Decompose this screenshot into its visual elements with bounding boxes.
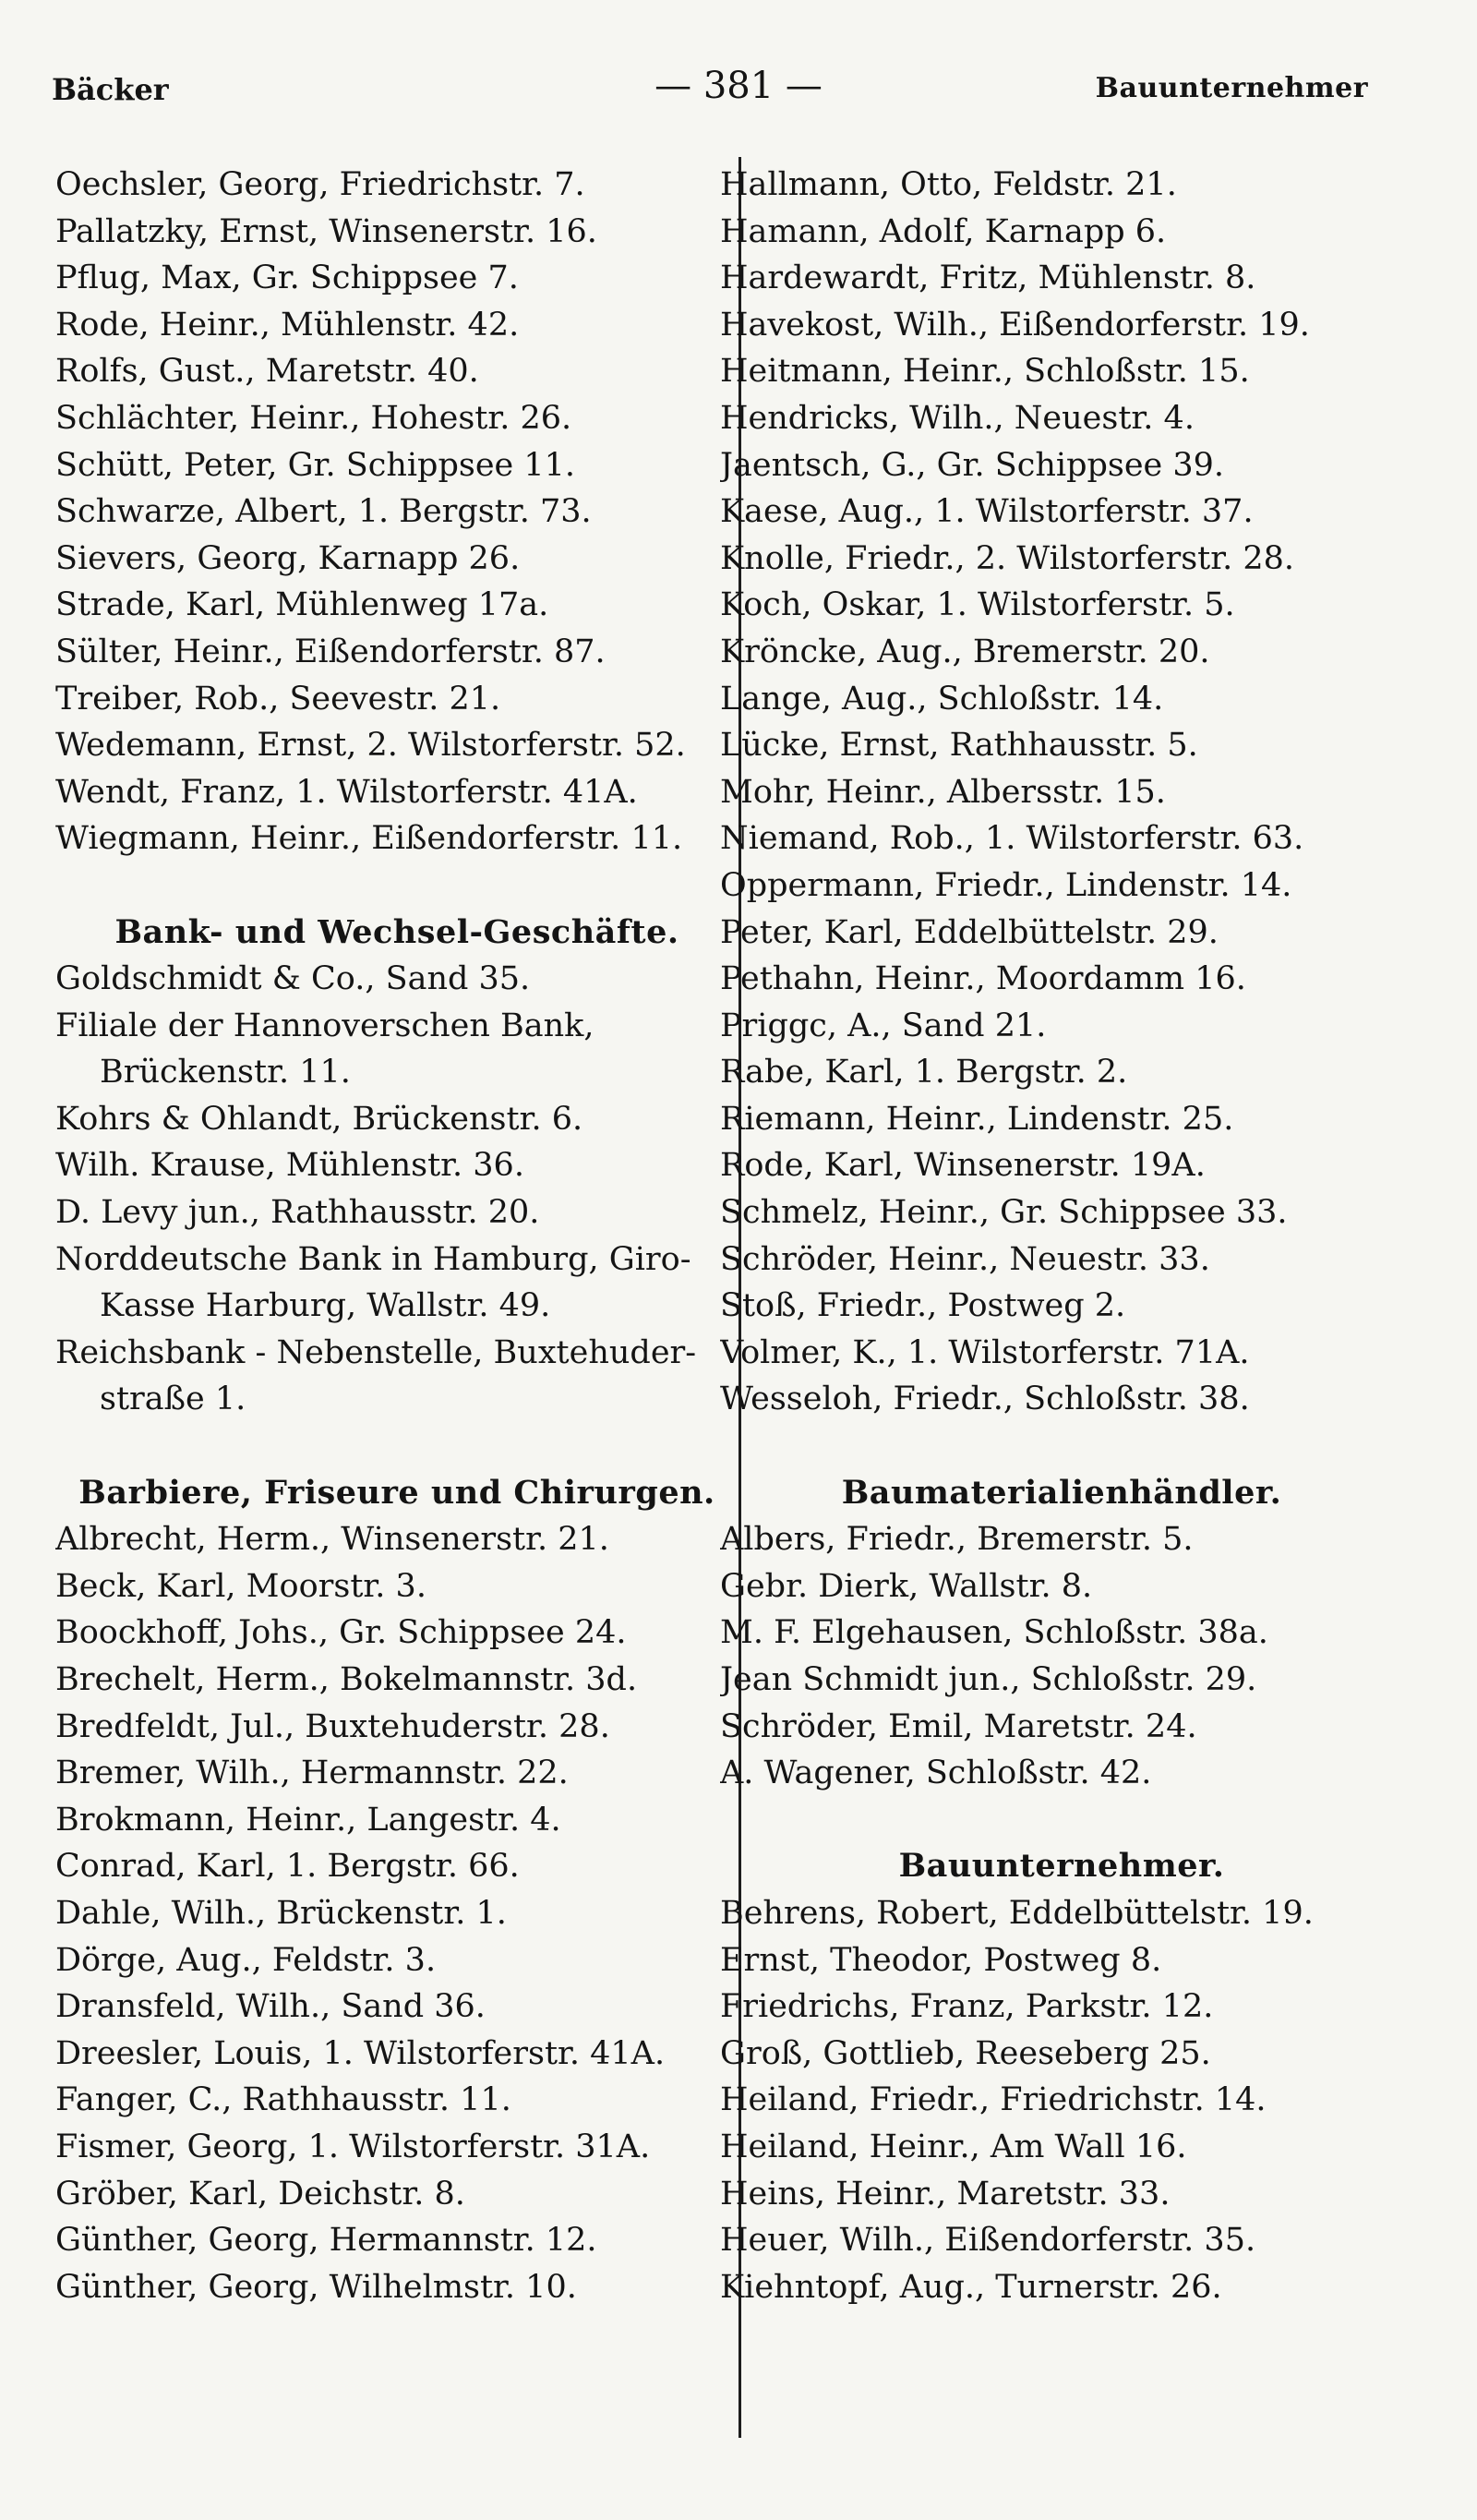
- directory-entry: Fismer, Georg, 1. Wilstorferstr. 31A.: [55, 2128, 651, 2165]
- directory-entry: Pethahn, Heinr., Moordamm 16.: [720, 960, 1246, 998]
- directory-entry: Schröder, Emil, Maretstr. 24.: [720, 1707, 1197, 1745]
- directory-entry: Günther, Georg, Hermannstr. 12.: [55, 2222, 597, 2260]
- directory-entry: Rode, Heinr., Mühlenstr. 42.: [55, 306, 520, 344]
- directory-entry: Rolfs, Gust., Maretstr. 40.: [55, 353, 479, 391]
- directory-entry: Sievers, Georg, Karnapp 26.: [55, 539, 521, 577]
- page-number: — 381 —: [654, 65, 823, 107]
- directory-entry: Treiber, Rob., Seevestr. 21.: [55, 680, 501, 717]
- directory-entry: Ernst, Theodor, Postweg 8.: [720, 1941, 1162, 1979]
- directory-entry: Goldschmidt & Co., Sand 35.: [55, 960, 531, 998]
- directory-entry: Wedemann, Ernst, 2. Wilstorferstr. 52.: [55, 727, 686, 765]
- directory-entry: Heiland, Heinr., Am Wall 16.: [720, 2128, 1187, 2165]
- directory-entry: Gebr. Dierk, Wallstr. 8.: [720, 1567, 1093, 1605]
- directory-entry: Koch, Oskar, 1. Wilstorferstr. 5.: [720, 586, 1235, 624]
- directory-entry: Hardewardt, Fritz, Mühlenstr. 8.: [720, 259, 1256, 297]
- directory-entry: Fanger, C., Rathhausstr. 11.: [55, 2081, 511, 2119]
- directory-entry: Wilh. Krause, Mühlenstr. 36.: [55, 1147, 524, 1185]
- directory-entry: Albrecht, Herm., Winsenerstr. 21.: [55, 1521, 609, 1559]
- directory-entry: Schlächter, Heinr., Hohestr. 26.: [55, 399, 572, 437]
- directory-entry: Heins, Heinr., Maretstr. 33.: [720, 2175, 1171, 2213]
- directory-entry: Dreesler, Louis, 1. Wilstorferstr. 41A.: [55, 2034, 666, 2072]
- directory-entry: Wiegmann, Heinr., Eißendorferstr. 11.: [55, 820, 683, 858]
- directory-entry: Hamann, Adolf, Karnapp 6.: [720, 212, 1167, 250]
- directory-entry: Wesseloh, Friedr., Schloßstr. 38.: [720, 1381, 1250, 1418]
- directory-entry: Brokmann, Heinr., Langestr. 4.: [55, 1801, 561, 1839]
- directory-entry: Heuer, Wilh., Eißendorferstr. 35.: [720, 2222, 1256, 2260]
- directory-entry: Havekost, Wilh., Eißendorferstr. 19.: [720, 306, 1310, 344]
- directory-entry: Jaentsch, G., Gr. Schippsee 39.: [720, 446, 1225, 484]
- directory-entry: Schwarze, Albert, 1. Bergstr. 73.: [55, 493, 592, 531]
- directory-entry: Schütt, Peter, Gr. Schippsee 11.: [55, 446, 576, 484]
- directory-entry: Knolle, Friedr., 2. Wilstorferstr. 28.: [720, 539, 1295, 577]
- directory-entry: Dahle, Wilh., Brückenstr. 1.: [55, 1894, 507, 1932]
- directory-entry: Conrad, Karl, 1. Bergstr. 66.: [55, 1848, 520, 1886]
- directory-entry: Reichsbank - Nebenstelle, Buxtehuder-: [55, 1333, 697, 1371]
- directory-entry: Albers, Friedr., Bremerstr. 5.: [720, 1521, 1194, 1559]
- directory-entry: Brechelt, Herm., Bokelmannstr. 3d.: [55, 1661, 638, 1698]
- directory-entry: Mohr, Heinr., Albersstr. 15.: [720, 773, 1166, 811]
- directory-entry-continuation: Brückenstr. 11.: [100, 1054, 351, 1091]
- directory-entry: Günther, Georg, Wilhelmstr. 10.: [55, 2268, 577, 2306]
- directory-entry: Heiland, Friedr., Friedrichstr. 14.: [720, 2081, 1267, 2119]
- directory-entry: Boockhoff, Johs., Gr. Schippsee 24.: [55, 1614, 627, 1652]
- running-head-left: Bäcker: [52, 72, 169, 107]
- directory-entry: Kaese, Aug., 1. Wilstorferstr. 37.: [720, 493, 1254, 531]
- directory-entry-continuation: Kasse Harburg, Wallstr. 49.: [100, 1287, 551, 1325]
- directory-entry: Dransfeld, Wilh., Sand 36.: [55, 1988, 486, 2026]
- directory-entry: Filiale der Hannoverschen Bank,: [55, 1007, 594, 1044]
- directory-entry: Riemann, Heinr., Lindenstr. 25.: [720, 1100, 1234, 1138]
- directory-entry: Kohrs & Ohlandt, Brückenstr. 6.: [55, 1100, 583, 1138]
- directory-entry-continuation: straße 1.: [100, 1381, 246, 1418]
- left-column: [55, 162, 738, 2310]
- directory-entry: Pflug, Max, Gr. Schippsee 7.: [55, 259, 519, 297]
- directory-entry: Friedrichs, Franz, Parkstr. 12.: [720, 1988, 1214, 2026]
- directory-entry: Beck, Karl, Moorstr. 3.: [55, 1567, 426, 1605]
- directory-entry: Stoß, Friedr., Postweg 2.: [720, 1287, 1126, 1325]
- directory-entry: Schröder, Heinr., Neuestr. 33.: [720, 1240, 1210, 1278]
- section-heading: Barbiere, Friseure und Chirurgen.: [78, 1473, 715, 1512]
- directory-entry: Gröber, Karl, Deichstr. 8.: [55, 2175, 465, 2213]
- directory-entry: Rode, Karl, Winsenerstr. 19A.: [720, 1147, 1206, 1185]
- directory-entry: Sülter, Heinr., Eißendorferstr. 87.: [55, 633, 606, 670]
- section-heading: Bauunternehmer.: [898, 1847, 1225, 1886]
- directory-entry: Niemand, Rob., 1. Wilstorferstr. 63.: [720, 820, 1304, 858]
- directory-entry: Jean Schmidt jun., Schloßstr. 29.: [720, 1661, 1257, 1698]
- section-spacer: [55, 1423, 738, 1470]
- directory-entry: Bredfeldt, Jul., Buxtehuderstr. 28.: [55, 1707, 610, 1745]
- directory-entry: D. Levy jun., Rathhausstr. 20.: [55, 1194, 540, 1232]
- directory-entry: Oppermann, Friedr., Lindenstr. 14.: [720, 866, 1292, 904]
- directory-entry: Peter, Karl, Eddelbüttelstr. 29.: [720, 913, 1219, 951]
- directory-entry: A. Wagener, Schloßstr. 42.: [720, 1754, 1152, 1792]
- directory-entry: Pallatzky, Ernst, Winsenerstr. 16.: [55, 212, 597, 250]
- section-heading: Bank- und Wechsel-Geschäfte.: [114, 912, 679, 951]
- directory-entry: Kiehntopf, Aug., Turnerstr. 26.: [720, 2268, 1222, 2306]
- directory-entry: Strade, Karl, Mühlenweg 17a.: [55, 586, 549, 624]
- directory-entry: Behrens, Robert, Eddelbüttelstr. 19.: [720, 1894, 1314, 1932]
- directory-entry: Schmelz, Heinr., Gr. Schippsee 33.: [720, 1194, 1288, 1232]
- directory-entry: Lange, Aug., Schloßstr. 14.: [720, 680, 1164, 717]
- directory-entry: M. F. Elgehausen, Schloßstr. 38a.: [720, 1614, 1268, 1652]
- directory-entry: Hallmann, Otto, Feldstr. 21.: [720, 166, 1177, 203]
- section-spacer: [55, 862, 738, 910]
- directory-entry: Rabe, Karl, 1. Bergstr. 2.: [720, 1054, 1128, 1091]
- directory-entry: Oechsler, Georg, Friedrichstr. 7.: [55, 166, 585, 203]
- directory-entry: Norddeutsche Bank in Hamburg, Giro-: [55, 1240, 691, 1278]
- section-spacer: [720, 1423, 1403, 1470]
- right-column: [720, 162, 1403, 2310]
- section-spacer: [720, 1797, 1403, 1844]
- directory-entry: Wendt, Franz, 1. Wilstorferstr. 41A.: [55, 773, 638, 811]
- directory-entry: Heitmann, Heinr., Schloßstr. 15.: [720, 353, 1250, 391]
- directory-entry: Bremer, Wilh., Hermannstr. 22.: [55, 1754, 569, 1792]
- directory-entry: Dörge, Aug., Feldstr. 3.: [55, 1941, 437, 1979]
- directory-entry: Kröncke, Aug., Bremerstr. 20.: [720, 633, 1210, 670]
- directory-entry: Groß, Gottlieb, Reeseberg 25.: [720, 2034, 1211, 2072]
- running-head-right: Bauunternehmer: [1095, 72, 1368, 104]
- directory-entry: Volmer, K., 1. Wilstorferstr. 71A.: [720, 1333, 1250, 1371]
- directory-entry: Priggc, A., Sand 21.: [720, 1007, 1047, 1044]
- directory-entry: Hendricks, Wilh., Neuestr. 4.: [720, 399, 1195, 437]
- directory-entry: Lücke, Ernst, Rathhausstr. 5.: [720, 727, 1198, 765]
- section-heading: Baumaterialienhändler.: [841, 1473, 1282, 1512]
